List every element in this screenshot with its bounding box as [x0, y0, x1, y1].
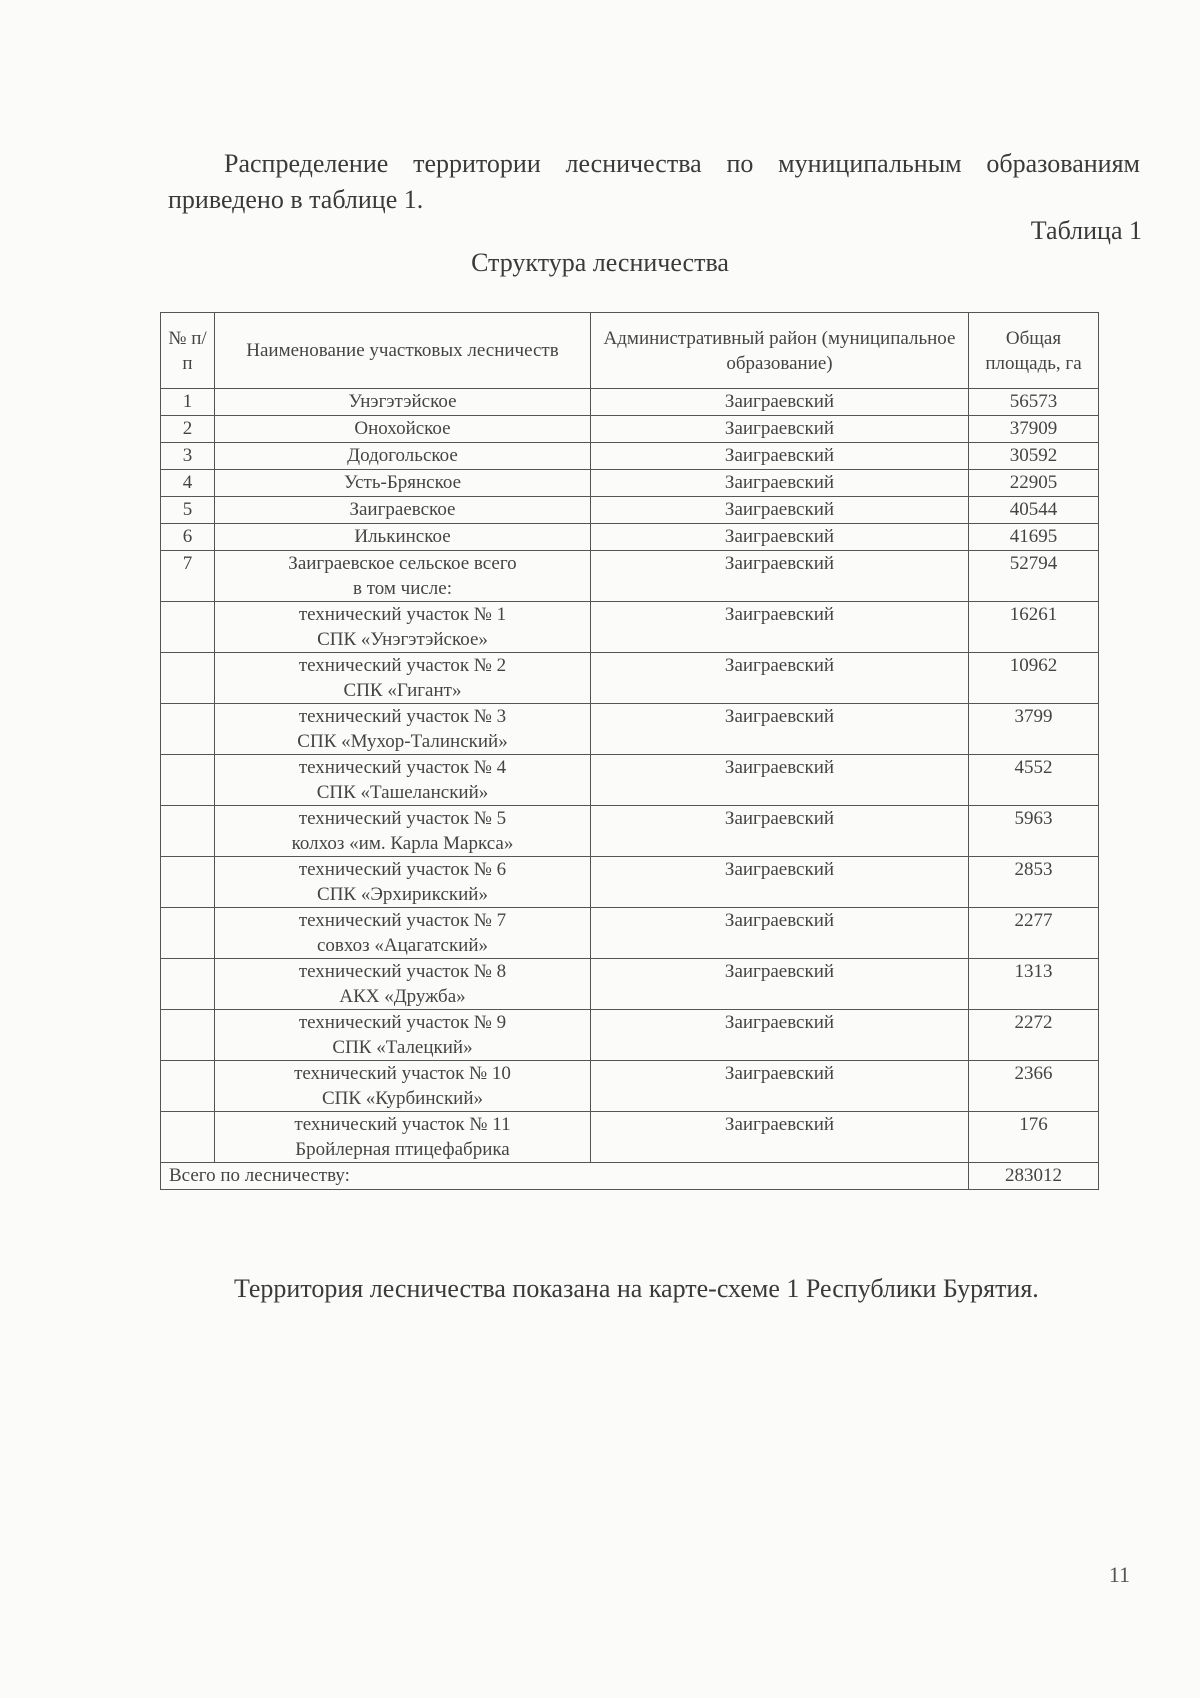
row-area: 30592 [969, 443, 1099, 470]
row-name-line1: Усть-Брянское [343, 472, 462, 493]
table-row [161, 959, 1099, 1010]
row-name-line1: технический участок № 7 [298, 910, 507, 931]
row-area: 2853 [969, 857, 1099, 908]
row-name [215, 959, 591, 1010]
row-name [215, 857, 591, 908]
table-title: Структура лесничества [471, 248, 729, 277]
table-row [161, 524, 1099, 551]
row-name [215, 806, 591, 857]
row-num [161, 806, 215, 857]
row-area: 1313 [969, 959, 1099, 1010]
table-row [161, 1112, 1099, 1163]
row-name-line2: СПК «Мухор-Талинский» [297, 731, 508, 752]
row-name-line1: технический участок № 9 [298, 1012, 507, 1033]
intro-text: Распределение территории лесничества по муниципальным образованиям приведено в таблице 1. [168, 149, 1140, 214]
table-row [161, 1061, 1099, 1112]
row-name-line1: технический участок № 6 [298, 859, 507, 880]
table-row [161, 470, 1099, 497]
row-name-line1: Илькинское [354, 526, 451, 547]
row-num: 6 [161, 524, 215, 551]
row-district: Заиграевский [591, 1010, 969, 1061]
table-row [161, 704, 1099, 755]
row-num: 3 [161, 443, 215, 470]
row-district: Заиграевский [591, 1112, 969, 1163]
table-row [161, 443, 1099, 470]
table-row [161, 806, 1099, 857]
row-name [215, 1010, 591, 1061]
row-num: 7 [161, 551, 215, 602]
row-num [161, 959, 215, 1010]
table-row [161, 602, 1099, 653]
row-district: Заиграевский [591, 551, 969, 602]
row-name-line2: СПК «Курбинский» [321, 1088, 484, 1109]
row-area: 2366 [969, 1061, 1099, 1112]
row-num [161, 602, 215, 653]
row-area: 40544 [969, 497, 1099, 524]
row-district: Заиграевский [591, 497, 969, 524]
row-name [215, 602, 591, 653]
row-district: Заиграевский [591, 470, 969, 497]
row-name [215, 443, 591, 470]
row-name-line1: технический участок № 1 [298, 604, 507, 625]
row-name-line1: технический участок № 2 [298, 655, 507, 676]
row-name-line2: АКХ «Дружба» [339, 986, 466, 1007]
page-number: 11 [1108, 1562, 1130, 1587]
row-name [215, 755, 591, 806]
row-name [215, 653, 591, 704]
row-name-line1: Унэгэтэйское [348, 391, 457, 412]
row-area: 37909 [969, 416, 1099, 443]
row-name-line1: Заиграевское сельское всего [288, 553, 517, 574]
row-name-line2: СПК «Ташеланский» [316, 782, 489, 803]
row-name-line2: СПК «Гигант» [343, 680, 462, 701]
table-body [161, 389, 1099, 1163]
row-district: Заиграевский [591, 908, 969, 959]
row-name-line2: в том числе: [352, 578, 453, 599]
row-district: Заиграевский [591, 755, 969, 806]
row-district: Заиграевский [591, 959, 969, 1010]
row-name-line1: технический участок № 4 [298, 757, 507, 778]
row-name [215, 551, 591, 602]
row-area: 16261 [969, 602, 1099, 653]
table-row [161, 389, 1099, 416]
row-area: 41695 [969, 524, 1099, 551]
row-num [161, 653, 215, 704]
row-name-line1: технический участок № 3 [298, 706, 507, 727]
forestry-structure-table [160, 312, 1099, 1190]
row-area: 2272 [969, 1010, 1099, 1061]
header-name: Наименование участковых лесничеств [215, 313, 591, 389]
row-area: 22905 [969, 470, 1099, 497]
row-num: 2 [161, 416, 215, 443]
row-num [161, 857, 215, 908]
row-name-line1: технический участок № 10 [294, 1063, 511, 1084]
table-row [161, 416, 1099, 443]
row-district: Заиграевский [591, 806, 969, 857]
row-district: Заиграевский [591, 704, 969, 755]
outro-paragraph: Территория лесничества показана на карте-схеме 1 Республики Бурятия. [234, 1274, 1039, 1303]
row-name [215, 908, 591, 959]
row-district: Заиграевский [591, 602, 969, 653]
row-name-line1: Заиграевское [349, 499, 456, 520]
row-name [215, 497, 591, 524]
row-name-line2: совхоз «Ацагатский» [316, 935, 489, 956]
table-row [161, 497, 1099, 524]
row-name [215, 416, 591, 443]
row-district: Заиграевский [591, 653, 969, 704]
row-name-line1: технический участок № 8 [298, 961, 507, 982]
table-number: Таблица 1 [1030, 216, 1142, 245]
row-name [215, 1112, 591, 1163]
row-name-line2: СПК «Эрхирикский» [317, 884, 488, 905]
table-row [161, 857, 1099, 908]
row-district: Заиграевский [591, 389, 969, 416]
row-district: Заиграевский [591, 443, 969, 470]
row-num: 1 [161, 389, 215, 416]
row-area: 10962 [969, 653, 1099, 704]
row-name-line2: СПК «Унэгэтэйское» [317, 629, 488, 650]
row-num: 5 [161, 497, 215, 524]
row-name [215, 389, 591, 416]
row-num: 4 [161, 470, 215, 497]
intro-paragraph [168, 146, 1140, 218]
row-area: 5963 [969, 806, 1099, 857]
table-row [161, 653, 1099, 704]
row-district: Заиграевский [591, 416, 969, 443]
row-num [161, 1010, 215, 1061]
total-area: 283012 [969, 1163, 1099, 1190]
row-area: 176 [969, 1112, 1099, 1163]
row-area: 3799 [969, 704, 1099, 755]
row-name-line1: Онохойское [354, 418, 451, 439]
row-name-line2: Бройлерная птицефабрика [295, 1139, 510, 1160]
row-name [215, 1061, 591, 1112]
total-label: Всего по лесничеству: [161, 1163, 969, 1190]
row-district: Заиграевский [591, 524, 969, 551]
row-name-line2: колхоз «им. Карла Маркса» [291, 833, 514, 854]
row-area: 4552 [969, 755, 1099, 806]
row-name-line2: СПК «Талецкий» [332, 1037, 473, 1058]
table-row [161, 1010, 1099, 1061]
row-name [215, 470, 591, 497]
row-name-line1: технический участок № 11 [294, 1114, 511, 1135]
table-total-row [161, 1163, 1099, 1190]
row-area: 52794 [969, 551, 1099, 602]
row-name [215, 524, 591, 551]
row-num [161, 908, 215, 959]
row-num [161, 755, 215, 806]
row-area: 2277 [969, 908, 1099, 959]
row-district: Заиграевский [591, 857, 969, 908]
header-district: Административный район (муниципальное образование) [591, 313, 969, 389]
row-name [215, 704, 591, 755]
row-num [161, 1061, 215, 1112]
table-header-row [161, 313, 1099, 389]
row-num [161, 704, 215, 755]
table-row [161, 908, 1099, 959]
row-name-line1: технический участок № 5 [298, 808, 507, 829]
header-num: № п/п [161, 313, 215, 389]
header-area: Общая площадь, га [969, 313, 1099, 389]
table-row [161, 755, 1099, 806]
row-district: Заиграевский [591, 1061, 969, 1112]
row-area: 56573 [969, 389, 1099, 416]
table-row [161, 551, 1099, 602]
row-name-line1: Додогольское [347, 445, 458, 466]
row-num [161, 1112, 215, 1163]
